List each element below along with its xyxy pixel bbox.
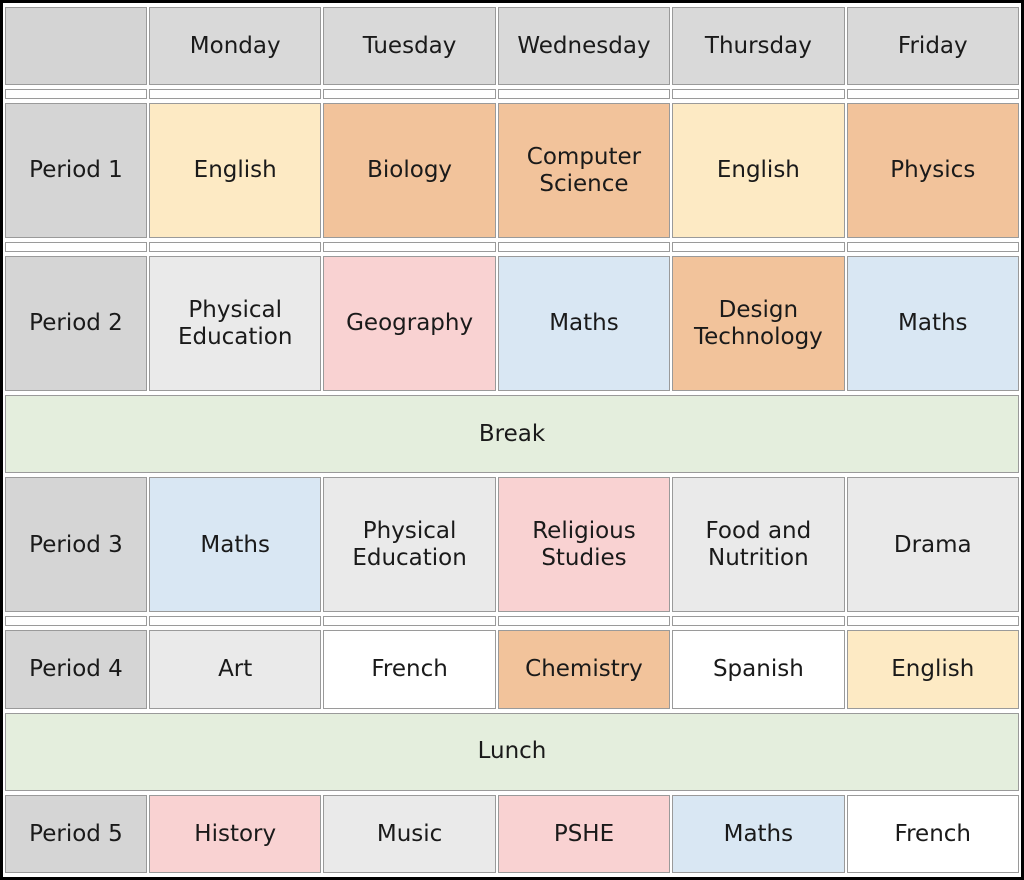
lesson-cell[interactable]: French — [323, 630, 495, 708]
spacer-cell — [149, 89, 321, 99]
corner-cell — [5, 7, 147, 85]
table-row — [5, 477, 1019, 612]
lesson-cell[interactable]: Physical Education — [323, 477, 495, 612]
lesson-cell[interactable]: Computer Science — [498, 103, 670, 238]
spacer-row — [5, 242, 1019, 252]
timetable-header-row — [5, 7, 1019, 85]
lesson-cell[interactable]: English — [672, 103, 844, 238]
spacer-cell — [498, 89, 670, 99]
lesson-cell[interactable]: History — [149, 795, 321, 873]
lesson-cell[interactable]: Biology — [323, 103, 495, 238]
lesson-cell[interactable]: PSHE — [498, 795, 670, 873]
lesson-cell[interactable]: Spanish — [672, 630, 844, 708]
lesson-cell[interactable]: Maths — [149, 477, 321, 612]
spacer-cell — [672, 89, 844, 99]
day-header-friday: Friday — [847, 7, 1019, 85]
lesson-cell[interactable]: Chemistry — [498, 630, 670, 708]
spacer-cell — [323, 242, 495, 252]
table-row — [5, 103, 1019, 238]
spacer-cell — [5, 89, 147, 99]
table-row — [5, 630, 1019, 708]
spacer-cell — [847, 616, 1019, 626]
spacer-cell — [498, 616, 670, 626]
period-label-5: Period 5 — [5, 795, 147, 873]
spacer-cell — [847, 242, 1019, 252]
spacer-cell — [5, 616, 147, 626]
lesson-cell[interactable]: Design Technology — [672, 256, 844, 391]
lesson-cell[interactable]: Physical Education — [149, 256, 321, 391]
table-row — [5, 256, 1019, 391]
lesson-cell[interactable]: Maths — [672, 795, 844, 873]
break-label: Break — [5, 395, 1019, 473]
period-label-1: Period 1 — [5, 103, 147, 238]
lunch-row — [5, 713, 1019, 791]
lesson-cell[interactable]: Religious Studies — [498, 477, 670, 612]
period-label-3: Period 3 — [5, 477, 147, 612]
lesson-cell[interactable]: French — [847, 795, 1019, 873]
lunch-label: Lunch — [5, 713, 1019, 791]
lesson-cell[interactable]: Maths — [847, 256, 1019, 391]
spacer-cell — [847, 89, 1019, 99]
spacer-cell — [149, 616, 321, 626]
lesson-cell[interactable]: English — [149, 103, 321, 238]
lesson-cell[interactable]: English — [847, 630, 1019, 708]
spacer-cell — [498, 242, 670, 252]
lesson-cell[interactable]: Music — [323, 795, 495, 873]
day-header-tuesday: Tuesday — [323, 7, 495, 85]
spacer-cell — [5, 242, 147, 252]
spacer-cell — [323, 89, 495, 99]
spacer-cell — [672, 242, 844, 252]
lesson-cell[interactable]: Maths — [498, 256, 670, 391]
spacer-cell — [672, 616, 844, 626]
lesson-cell[interactable]: Physics — [847, 103, 1019, 238]
day-header-wednesday: Wednesday — [498, 7, 670, 85]
period-label-2: Period 2 — [5, 256, 147, 391]
lesson-cell[interactable]: Art — [149, 630, 321, 708]
break-row — [5, 395, 1019, 473]
spacer-cell — [149, 242, 321, 252]
spacer-cell — [323, 616, 495, 626]
lesson-cell[interactable]: Drama — [847, 477, 1019, 612]
lesson-cell[interactable]: Food and Nutrition — [672, 477, 844, 612]
spacer-row — [5, 89, 1019, 99]
spacer-row — [5, 616, 1019, 626]
weekly-timetable — [3, 3, 1021, 877]
table-row — [5, 795, 1019, 873]
period-label-4: Period 4 — [5, 630, 147, 708]
lesson-cell[interactable]: Geography — [323, 256, 495, 391]
day-header-monday: Monday — [149, 7, 321, 85]
day-header-thursday: Thursday — [672, 7, 844, 85]
